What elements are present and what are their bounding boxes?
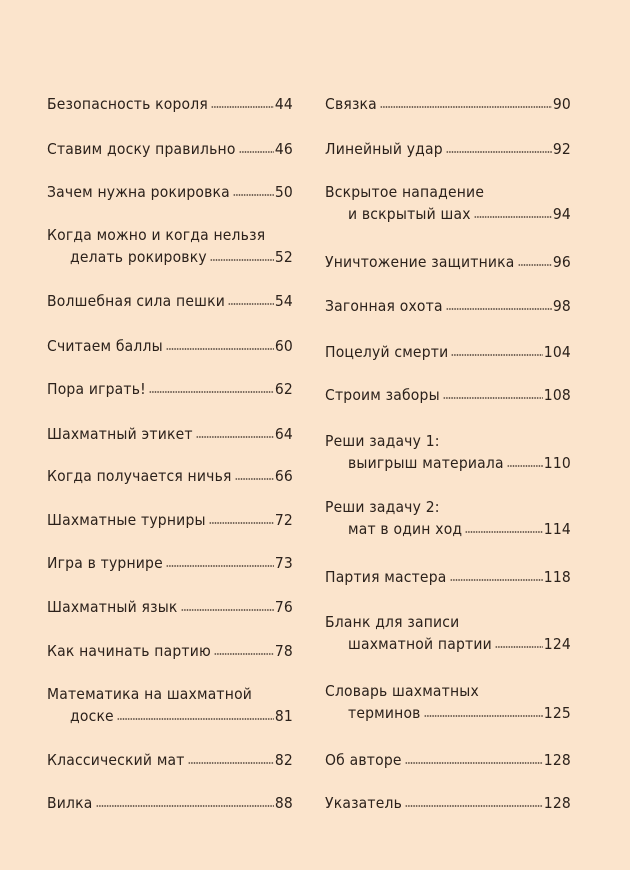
toc-entry-title: Когда получается ничья	[47, 467, 232, 485]
toc-entry[interactable]	[325, 792, 571, 814]
toc-entry-line	[47, 509, 293, 531]
toc-entry-line	[325, 93, 571, 115]
toc-entry-title: Об авторе	[325, 751, 402, 769]
toc-entry-title: Вилка	[47, 794, 93, 812]
toc-entry-line	[325, 518, 571, 540]
dot-leader	[228, 302, 274, 306]
dot-leader	[446, 150, 552, 154]
toc-entry-page-number: 125	[543, 704, 571, 722]
dot-leader	[495, 645, 543, 649]
toc-entry-page-number: 46	[274, 140, 293, 158]
toc-entry-page-number: 108	[543, 386, 571, 404]
toc-entry-title: Поцелуй смерти	[325, 343, 449, 361]
dot-leader	[451, 353, 542, 357]
toc-entry-title: Загонная охота	[325, 297, 443, 315]
toc-entry[interactable]	[325, 384, 571, 406]
toc-entry-title: Волшебная сила пешки	[47, 292, 225, 310]
toc-entry-page-number: 92	[552, 140, 571, 158]
toc-entry-line	[47, 181, 293, 203]
toc-entry[interactable]	[47, 93, 293, 115]
dot-leader	[239, 150, 274, 154]
dot-leader	[235, 477, 274, 481]
toc-entry-page-number: 81	[274, 707, 293, 725]
toc-entry[interactable]	[325, 93, 571, 115]
toc-entry-title: Когда можно и когда нельзя	[47, 226, 266, 244]
toc-entry[interactable]	[325, 295, 571, 317]
toc-entry-line	[325, 611, 571, 633]
toc-entry-page-number: 66	[274, 467, 293, 485]
toc-entry-line	[325, 680, 571, 702]
toc-entry[interactable]	[47, 509, 293, 531]
dot-leader	[188, 761, 274, 765]
toc-entry-title: делать рокировку	[70, 248, 207, 266]
toc-entry-line	[325, 138, 571, 160]
toc-entry-page-number: 64	[274, 425, 293, 443]
toc-entry-title: Пора играть!	[47, 380, 146, 398]
toc-entry[interactable]	[325, 341, 571, 363]
toc-entry-title: терминов	[348, 704, 421, 722]
toc-entry[interactable]	[47, 290, 293, 312]
toc-entry-title: Реши задачу 1:	[325, 432, 440, 450]
toc-entry[interactable]	[325, 251, 571, 273]
toc-entry-title: Партия мастера	[325, 568, 447, 586]
toc-entry-page-number: 52	[274, 248, 293, 266]
toc-entry[interactable]	[47, 552, 293, 574]
dot-leader	[196, 435, 274, 439]
toc-entry-page-number: 118	[543, 568, 571, 586]
toc-entry-title: Шахматные турниры	[47, 511, 206, 529]
dot-leader	[149, 390, 274, 394]
toc-entry-line	[47, 138, 293, 160]
toc-entry-page-number: 72	[274, 511, 293, 529]
toc-entry-line	[325, 792, 571, 814]
toc-entry-title: мат в один ход	[348, 520, 463, 538]
toc-entry-page-number: 88	[274, 794, 293, 812]
dot-leader	[214, 652, 274, 656]
toc-entry[interactable]	[47, 683, 293, 727]
toc-entry-line	[47, 246, 293, 268]
toc-entry-line	[325, 430, 571, 452]
toc-entry-title: Строим заборы	[325, 386, 440, 404]
toc-entry-line	[47, 640, 293, 662]
toc-entry-title: Считаем баллы	[47, 337, 163, 355]
toc-entry-title: доске	[70, 707, 114, 725]
toc-entry-line	[325, 702, 571, 724]
toc-entry-title: Классический мат	[47, 751, 185, 769]
toc-entry-title: Уничтожение защитника	[325, 253, 515, 271]
toc-entry-line	[47, 683, 293, 705]
dot-leader	[209, 521, 274, 525]
toc-entry-title: Связка	[325, 95, 377, 113]
toc-entry-page-number: 96	[552, 253, 571, 271]
dot-leader	[166, 347, 274, 351]
toc-entry-line	[325, 496, 571, 518]
toc-entry-line	[47, 335, 293, 357]
toc-entry[interactable]	[47, 640, 293, 662]
toc-entry-line	[325, 749, 571, 771]
toc-entry[interactable]	[325, 611, 571, 655]
toc-entry[interactable]	[325, 430, 571, 474]
toc-entry-page-number: 78	[274, 642, 293, 660]
dot-leader	[424, 714, 543, 718]
dot-leader	[380, 105, 552, 109]
toc-entry-title: Реши задачу 2:	[325, 498, 440, 516]
toc-entry-page-number: 50	[274, 183, 293, 201]
toc-entry-line	[325, 384, 571, 406]
toc-entry-line	[47, 705, 293, 727]
toc-entry-title: Шахматный этикет	[47, 425, 193, 443]
toc-entry-title: Вскрытое нападение	[325, 183, 485, 201]
dot-leader	[507, 464, 543, 468]
dot-leader	[166, 564, 274, 568]
dot-leader	[117, 717, 274, 721]
toc-entry-page-number: 128	[543, 751, 571, 769]
toc-entry-line	[325, 203, 571, 225]
toc-entry[interactable]	[325, 749, 571, 771]
toc-entry-line	[47, 596, 293, 618]
toc-entry-page-number: 82	[274, 751, 293, 769]
toc-entry-page-number: 44	[274, 95, 293, 113]
toc-entry-page-number: 62	[274, 380, 293, 398]
dot-leader	[450, 578, 543, 582]
toc-entry-page-number: 98	[552, 297, 571, 315]
toc-entry[interactable]	[47, 224, 293, 268]
toc-entry[interactable]	[325, 181, 571, 225]
toc-entry-line	[47, 290, 293, 312]
toc-entry-title: Указатель	[325, 794, 403, 812]
toc-entry-line	[325, 566, 571, 588]
toc-entry-title: Бланк для записи	[325, 613, 460, 631]
toc-entry-line	[47, 552, 293, 574]
toc-entry[interactable]	[325, 566, 571, 588]
toc-entry-line	[325, 633, 571, 655]
toc-entry-line	[47, 423, 293, 445]
dot-leader	[443, 396, 543, 400]
toc-entry-line	[325, 251, 571, 273]
dot-leader	[405, 761, 543, 765]
toc-entry-line	[47, 465, 293, 487]
toc-entry-title: Линейный удар	[325, 140, 443, 158]
toc-entry-title: шахматной партии	[348, 635, 492, 653]
toc-entry-line	[325, 295, 571, 317]
toc-entry-line	[47, 224, 293, 246]
toc-entry-line	[47, 749, 293, 771]
toc-entry-page-number: 110	[543, 454, 571, 472]
toc-entry-page-number: 114	[543, 520, 571, 538]
toc-entry[interactable]	[47, 378, 293, 400]
toc-entry-title: Безопасность короля	[47, 95, 208, 113]
toc-entry-line	[325, 341, 571, 363]
toc-entry-line	[47, 378, 293, 400]
dot-leader	[233, 193, 274, 197]
dot-leader	[474, 215, 552, 219]
toc-entry-title: выигрыш материала	[348, 454, 504, 472]
toc-entry[interactable]	[47, 138, 293, 160]
dot-leader	[181, 608, 274, 612]
toc-entry-line	[325, 452, 571, 474]
toc-entry-title: Ставим доску правильно	[47, 140, 236, 158]
toc-entry-page-number: 60	[274, 337, 293, 355]
dot-leader	[465, 530, 543, 534]
dot-leader	[210, 258, 274, 262]
toc-entry-page-number: 76	[274, 598, 293, 616]
dot-leader	[446, 307, 552, 311]
toc-entry[interactable]	[325, 680, 571, 724]
toc-entry-page-number: 128	[543, 794, 571, 812]
toc-entry[interactable]	[325, 496, 571, 540]
toc-entry-page-number: 54	[274, 292, 293, 310]
toc-entry-title: Зачем нужна рокировка	[47, 183, 230, 201]
toc-entry[interactable]	[47, 335, 293, 357]
toc-entry-title: Словарь шахматных	[325, 682, 479, 700]
toc-entry-page-number: 90	[552, 95, 571, 113]
toc-entry-title: Как начинать партию	[47, 642, 211, 660]
toc-entry-line	[325, 181, 571, 203]
toc-entry-line	[47, 93, 293, 115]
dot-leader	[518, 263, 552, 267]
dot-leader	[405, 804, 543, 808]
toc-entry-title: Шахматный язык	[47, 598, 178, 616]
toc-entry-title: Игра в турнире	[47, 554, 163, 572]
dot-leader	[96, 804, 274, 808]
toc-entry-page-number: 104	[543, 343, 571, 361]
toc-entry[interactable]	[47, 465, 293, 487]
toc-entry[interactable]	[325, 138, 571, 160]
toc-entry[interactable]	[47, 423, 293, 445]
toc-entry-line	[47, 792, 293, 814]
toc-entry[interactable]	[47, 749, 293, 771]
toc-entry-page-number: 73	[274, 554, 293, 572]
toc-entry[interactable]	[47, 596, 293, 618]
toc-entry-title: и вскрытый шах	[348, 205, 471, 223]
dot-leader	[211, 105, 274, 109]
toc-entry[interactable]	[47, 792, 293, 814]
toc-entry-page-number: 124	[543, 635, 571, 653]
toc-entry-page-number: 94	[552, 205, 571, 223]
toc-entry[interactable]	[47, 181, 293, 203]
toc-entry-title: Математика на шахматной	[47, 685, 253, 703]
